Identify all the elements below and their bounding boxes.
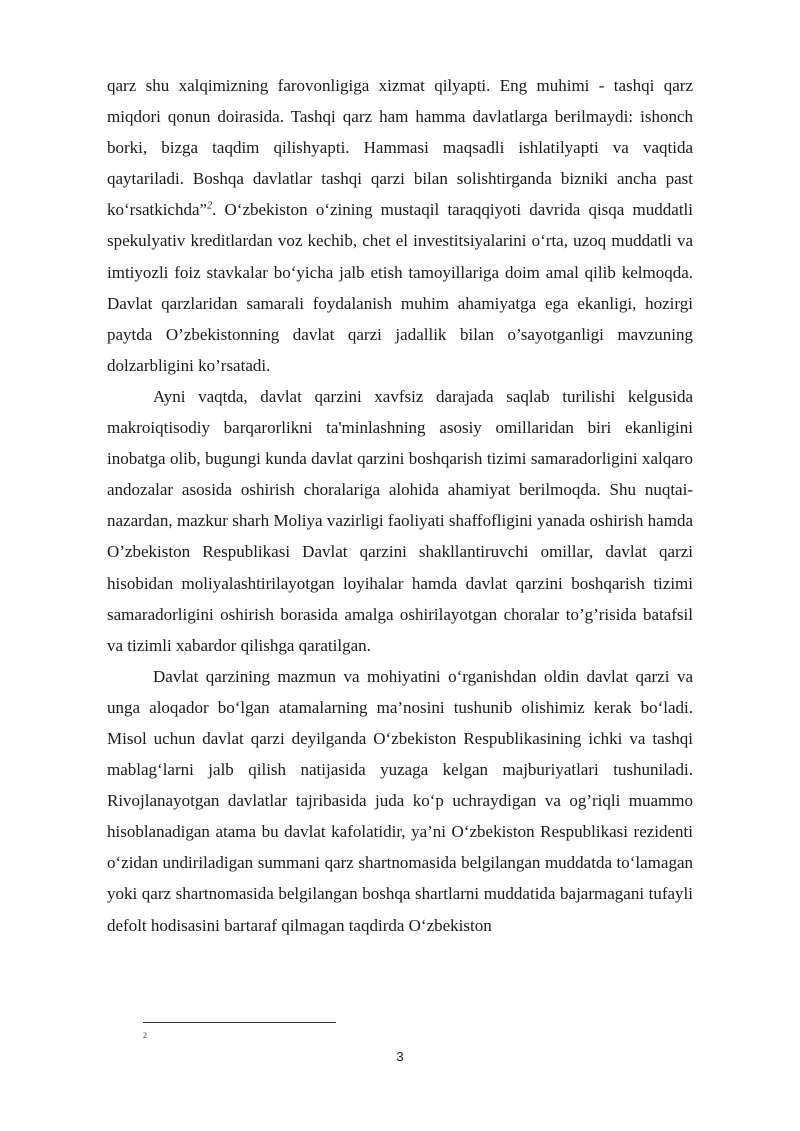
paragraph-2: Ayni vaqtda, davlat qarzini xavfsiz darajada saqlab turilishi kelgusida makroiqtisodiy barqarorlikni ta'minlashning asosiy omillaridan biri ekanligini inobatga olib, bugungi kunda davlat qarzini boshqarish tizimi samaradorligini xalqaro andozalar asosida oshirish choralariga alohida ahamiyat berilmoqda. Shu nuqtai-nazardan, mazkur sharh Moliya vazirligi faoliyati shaffofligini yanada oshirish hamda O’zbekiston Respublikasi Davlat qarzini shakllantiruvchi omillar, davlat qarzi hisobidan moliyalashtirilayotgan loyihalar hamda davlat qarzini boshqarish tizimi samaradorligini oshirish borasida amalga oshirilayotgan choralar to’g’risida batafsil va tizimli xabardor qilishga qaratilgan. — [107, 386, 693, 655]
page-number: 3 — [396, 1049, 404, 1064]
paragraph-1-text-after-ref: . O‘zbekiston o‘zining mustaqil taraqqiyoti davrida qisqa muddatli spekulyativ kreditlardan voz kechib, chet el investitsiyalarini o‘rta, uzoq muddatli va imtiyozli foiz stavkalar bo‘yicha jalb etish tamoyillariga doim amal qilib kelmoqda. Davlat qarzlaridan samarali foydalanish muhim ahamiyatga ega ekanligi, hozirgi paytda O’zbekistonning davlat qarzi jadallik bilan o’sayotganligi mavzuning dolzarbligini ko’rsatadi. — [107, 200, 693, 375]
paragraph-1-text-before-ref: qarz shu xalqimizning farovonligiga xizmat qilyapti. Eng muhimi - tashqi qarz miqdori qonun doirasida. Tashqi qarz ham hamma davlatlarga berilmaydi: ishonch borki, bizga taqdim qilishyapti. Hammasi maqsadli ishlatilyapti va vaqtida qaytariladi. Boshqa davlatlar tashqi qarzi bilan solishtirganda bizniki ancha past ko‘rsatkichda” — [107, 76, 693, 220]
footnote-marker: 2 — [143, 1031, 147, 1040]
footnote-separator — [143, 1022, 336, 1023]
footnote — [143, 1031, 147, 1041]
paragraph-3: Davlat qarzining mazmun va mohiyatini o‘rganishdan oldin davlat qarzi va unga aloqador bo‘lgan atamalarning ma’nosini tushunib olishimiz kerak bo‘ladi. Misol uchun davlat qarzi deyilganda O‘zbekiston Respublikasining ichki va tashqi mablag‘larni jalb qilish natijasida yuzaga kelgan majburiyatlari tushuniladi. Rivojlanayotgan davlatlar tajribasida juda ko‘p uchraydigan va og’riqli muammo hisoblanadigan atama bu davlat kafolatidir, ya’ni O‘zbekiston Respublikasi rezidenti o‘zidan undiriladigan summani qarz shartnomasida belgilangan muddatda to‘lamagan yoki qarz shartnomasida belgilangan boshqa shartlarni muddatida bajarmagani tufayli defolt hodisasini bartaraf qilmagan taqdirda O‘zbekiston — [107, 666, 693, 935]
footnote-reference[interactable]: 2 — [207, 200, 213, 212]
body-text — [107, 70, 693, 941]
paragraph-1 — [107, 70, 693, 381]
